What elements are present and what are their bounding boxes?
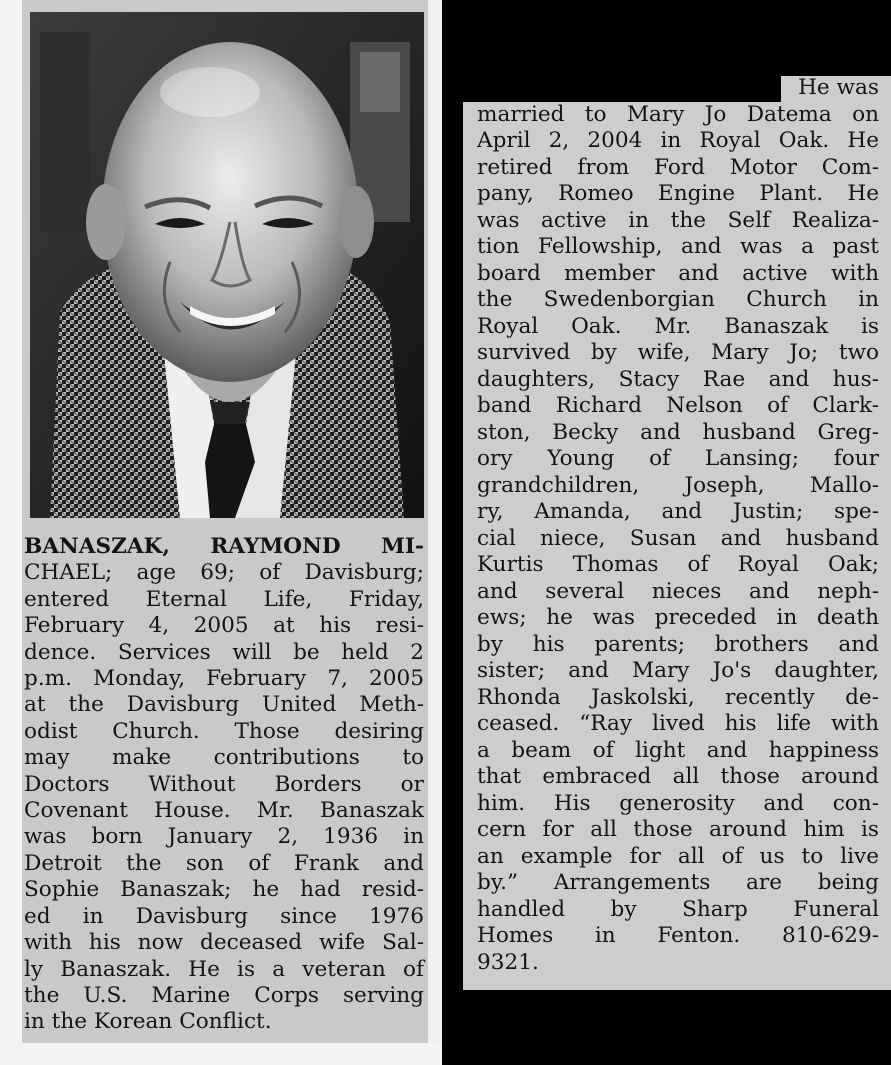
obit-line: Sophie Banaszak; he had resid- (24, 877, 424, 903)
obit-line: tion Fellowship, and was a past (477, 234, 879, 259)
obit-line: grandchildren, Joseph, Mallo- (477, 472, 879, 498)
obit-line: Kurtis Thomas of Royal Oak; (477, 552, 879, 577)
portrait-illustration (30, 12, 424, 518)
obit-line: by his parents; brothers and (477, 631, 879, 657)
obit-line: the U.S. Marine Corps serving (24, 982, 424, 1008)
obit-line: Covenant House. Mr. Banaszak (24, 798, 424, 824)
obit-line: Homes in Fenton. 810-629- (477, 923, 879, 948)
obit-line: p.m. Monday, February 7, 2005 (24, 666, 424, 692)
obit-line: and several nieces and neph- (477, 578, 879, 604)
obit-line: Detroit the son of Frank and (24, 850, 424, 876)
obit-line: ory Young of Lansing; four (477, 446, 879, 471)
obit-line: April 2, 2004 in Royal Oak. He (477, 128, 879, 153)
obit-line: married to Mary Jo Datema on (477, 101, 879, 127)
obit-line: pany, Romeo Engine Plant. He (477, 181, 879, 206)
obit-line: that embraced all those around (477, 764, 879, 789)
obit-line: ews; he was preceded in death (477, 605, 879, 630)
obit-line: ston, Becky and husband Greg- (477, 419, 879, 445)
obit-line: him. His generosity and con- (477, 790, 879, 816)
obit-line: He was (798, 75, 879, 100)
obit-line: board member and active with (477, 260, 879, 286)
left-clipping-right-margin (428, 0, 442, 1065)
obit-line: survived by wife, Mary Jo; two (477, 340, 879, 365)
obit-line: entered Eternal Life, Friday, (24, 586, 424, 612)
obit-line: Doctors Without Borders or (24, 771, 424, 797)
obit-line: ceased. “Ray lived his life with (477, 711, 879, 736)
obit-line: was born January 2, 1936 in (24, 824, 424, 850)
obit-line: cial niece, Susan and husband (477, 525, 879, 551)
obit-line: odist Church. Those desiring (24, 718, 424, 744)
portrait-photo (30, 12, 424, 518)
obit-line: daughters, Stacy Rae and hus- (477, 366, 879, 392)
obit-line: the Swedenborgian Church in (477, 287, 879, 312)
obit-line: in the Korean Conflict. (24, 1009, 272, 1035)
obituary-text-right (477, 75, 879, 976)
obit-line: ry, Amanda, and Justin; spe- (477, 499, 879, 524)
obit-line: dence. Services will be held 2 (24, 639, 424, 665)
left-paper-margin (0, 0, 22, 1065)
obit-line: ly Banaszak. He is a veteran of (24, 956, 424, 982)
obit-line: February 4, 2005 at his resi- (24, 613, 424, 639)
obit-line: cern for all those around him is (477, 817, 879, 842)
obit-line: ed in Davisburg since 1976 (24, 903, 424, 929)
obituary-text-left (24, 534, 424, 1036)
obit-line: a beam of light and happiness (477, 737, 879, 763)
obit-line: was active in the Self Realiza- (477, 207, 879, 233)
obit-line: may make contributions to (24, 745, 424, 771)
obit-line: Royal Oak. Mr. Banaszak is (477, 313, 879, 339)
obit-line: an example for all of us to live (477, 843, 879, 869)
obit-line: retired from Ford Motor Com- (477, 154, 879, 180)
left-clipping-bottom-margin (0, 1043, 442, 1065)
left-clipping (0, 0, 442, 1065)
obit-line: 9321. (477, 949, 539, 975)
obit-line: with his now deceased wife Sal- (24, 930, 424, 956)
obit-line: at the Davisburg United Meth- (24, 692, 424, 718)
obit-line: CHAEL; age 69; of Davisburg; (24, 560, 424, 586)
obit-line: BANASZAK, RAYMOND MI- (24, 534, 424, 559)
obit-line: handled by Sharp Funeral (477, 896, 879, 922)
obit-line: by.” Arrangements are being (477, 870, 879, 895)
obit-line: Rhonda Jaskolski, recently de- (477, 684, 879, 710)
obit-line: sister; and Mary Jo's daughter, (477, 658, 879, 683)
obit-line: band Richard Nelson of Clark- (477, 393, 879, 418)
